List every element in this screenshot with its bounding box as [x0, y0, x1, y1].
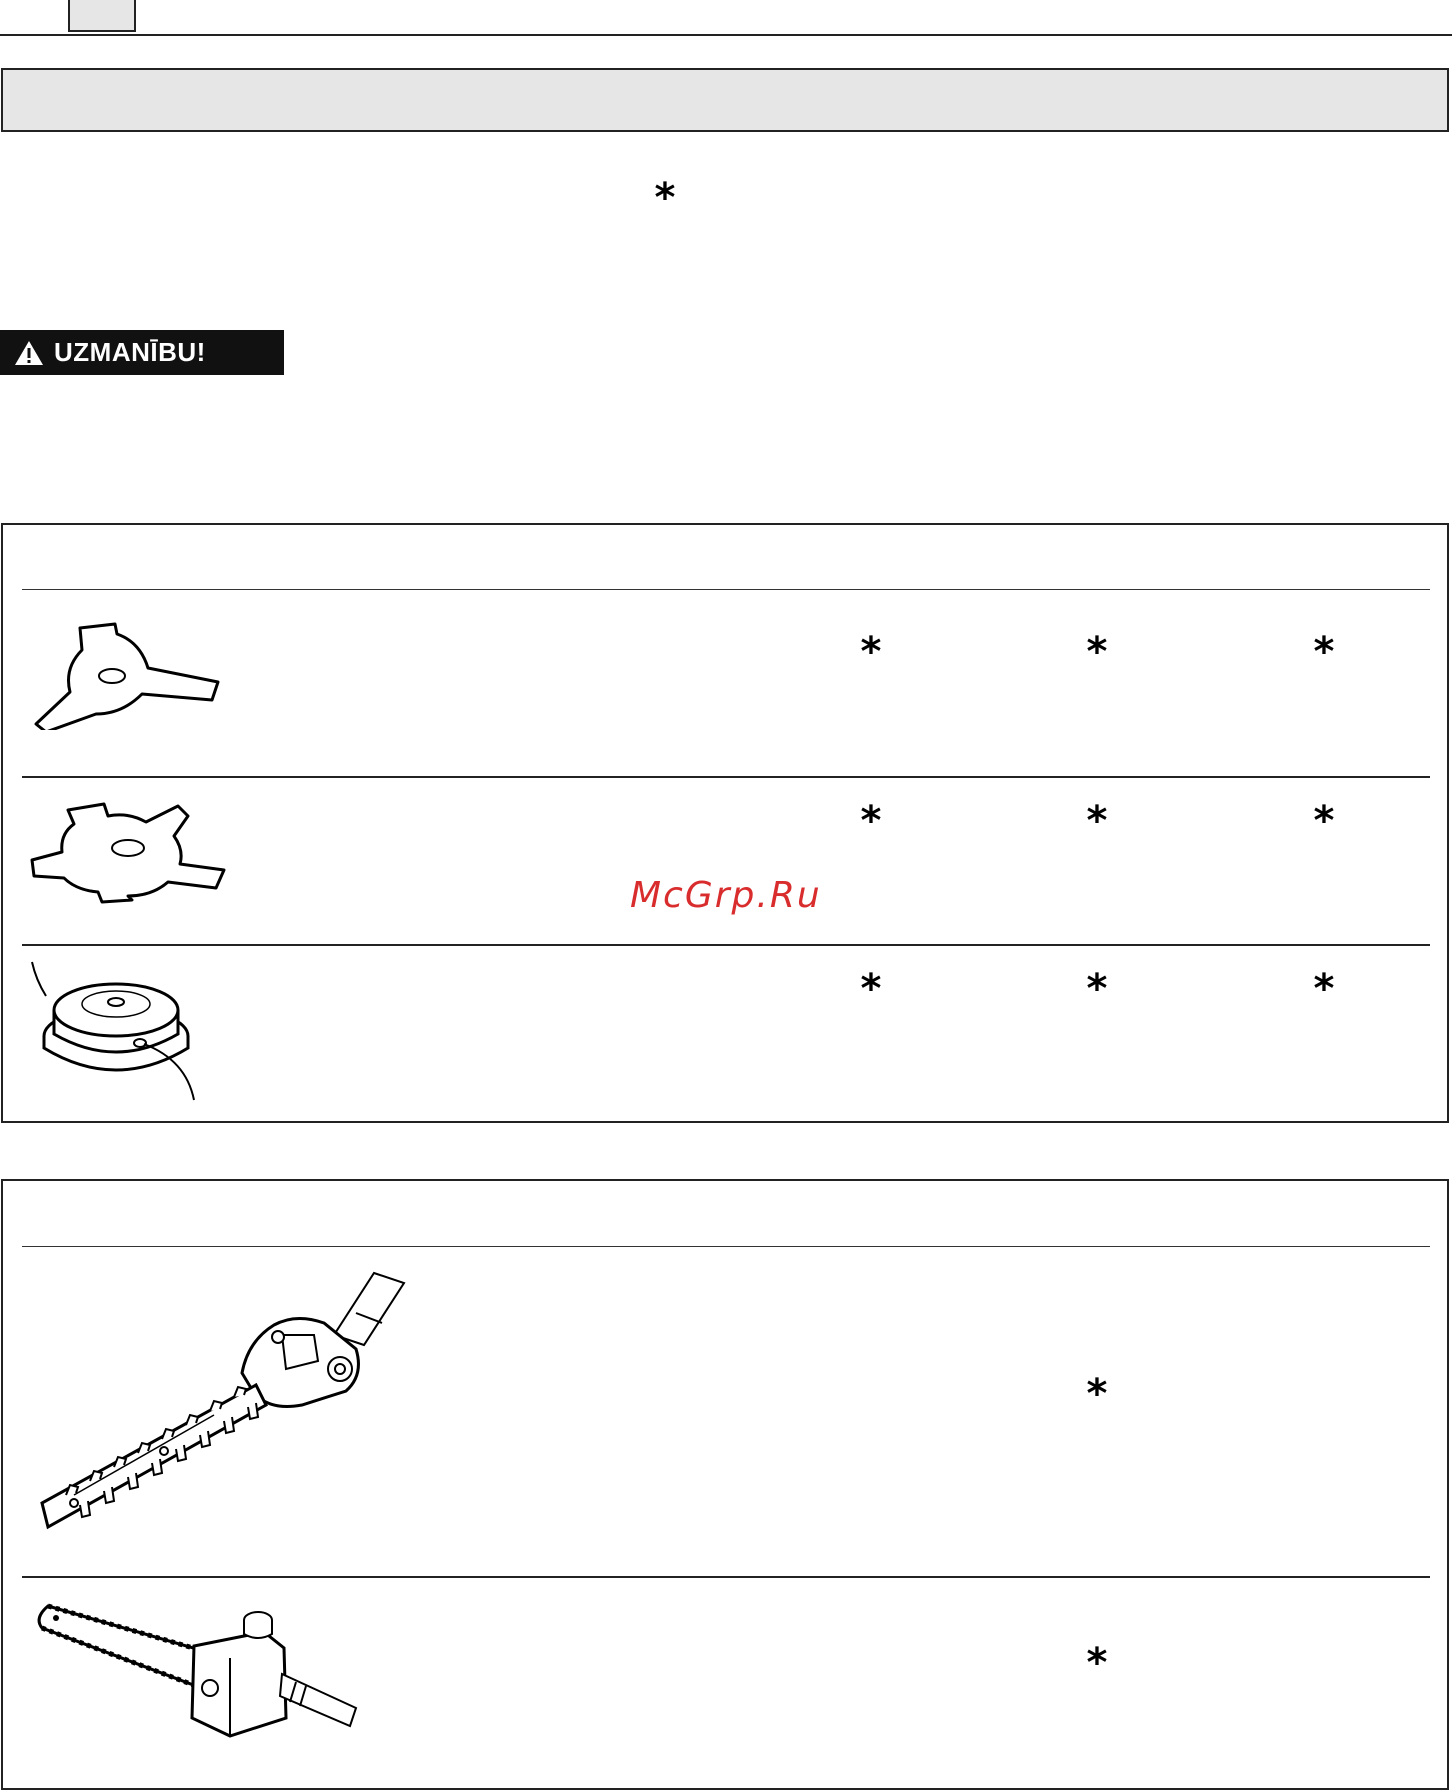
asterisk-mark: *: [1086, 798, 1108, 844]
asterisk-mark: *: [860, 798, 882, 844]
asterisk-mark: *: [1086, 1371, 1108, 1417]
warning-label: [0, 330, 284, 375]
asterisk-mark: *: [860, 629, 882, 675]
asterisk-mark: *: [1086, 1640, 1108, 1686]
asterisk-mark: *: [1086, 629, 1108, 675]
asterisk-mark: *: [1313, 798, 1335, 844]
nylon-trimmer-head-icon: [26, 960, 206, 1105]
asterisk-mark: *: [1313, 629, 1335, 675]
table-header-rule: [22, 589, 1430, 590]
section-header-band: [1, 68, 1449, 132]
hedge-trimmer-attachment-icon: [34, 1265, 414, 1555]
top-rule: [0, 0, 1452, 36]
asterisk-mark: *: [654, 175, 676, 221]
row-divider: [22, 944, 1430, 946]
row-divider: [22, 776, 1430, 778]
asterisk-mark: *: [1313, 966, 1335, 1012]
warning-text: UZMANĪBU!: [54, 337, 206, 367]
watermark-text: McGrp.Ru: [630, 875, 822, 916]
asterisk-mark: *: [860, 966, 882, 1012]
three-tooth-blade-icon: [30, 620, 230, 730]
four-tooth-blade-icon: [28, 800, 233, 905]
row-divider: [22, 1576, 1430, 1578]
pole-saw-attachment-icon: [34, 1598, 364, 1748]
table-header-rule: [22, 1246, 1430, 1247]
asterisk-mark: *: [1086, 966, 1108, 1012]
page-number-tab: [68, 0, 136, 32]
warning-triangle-icon: [14, 340, 44, 366]
